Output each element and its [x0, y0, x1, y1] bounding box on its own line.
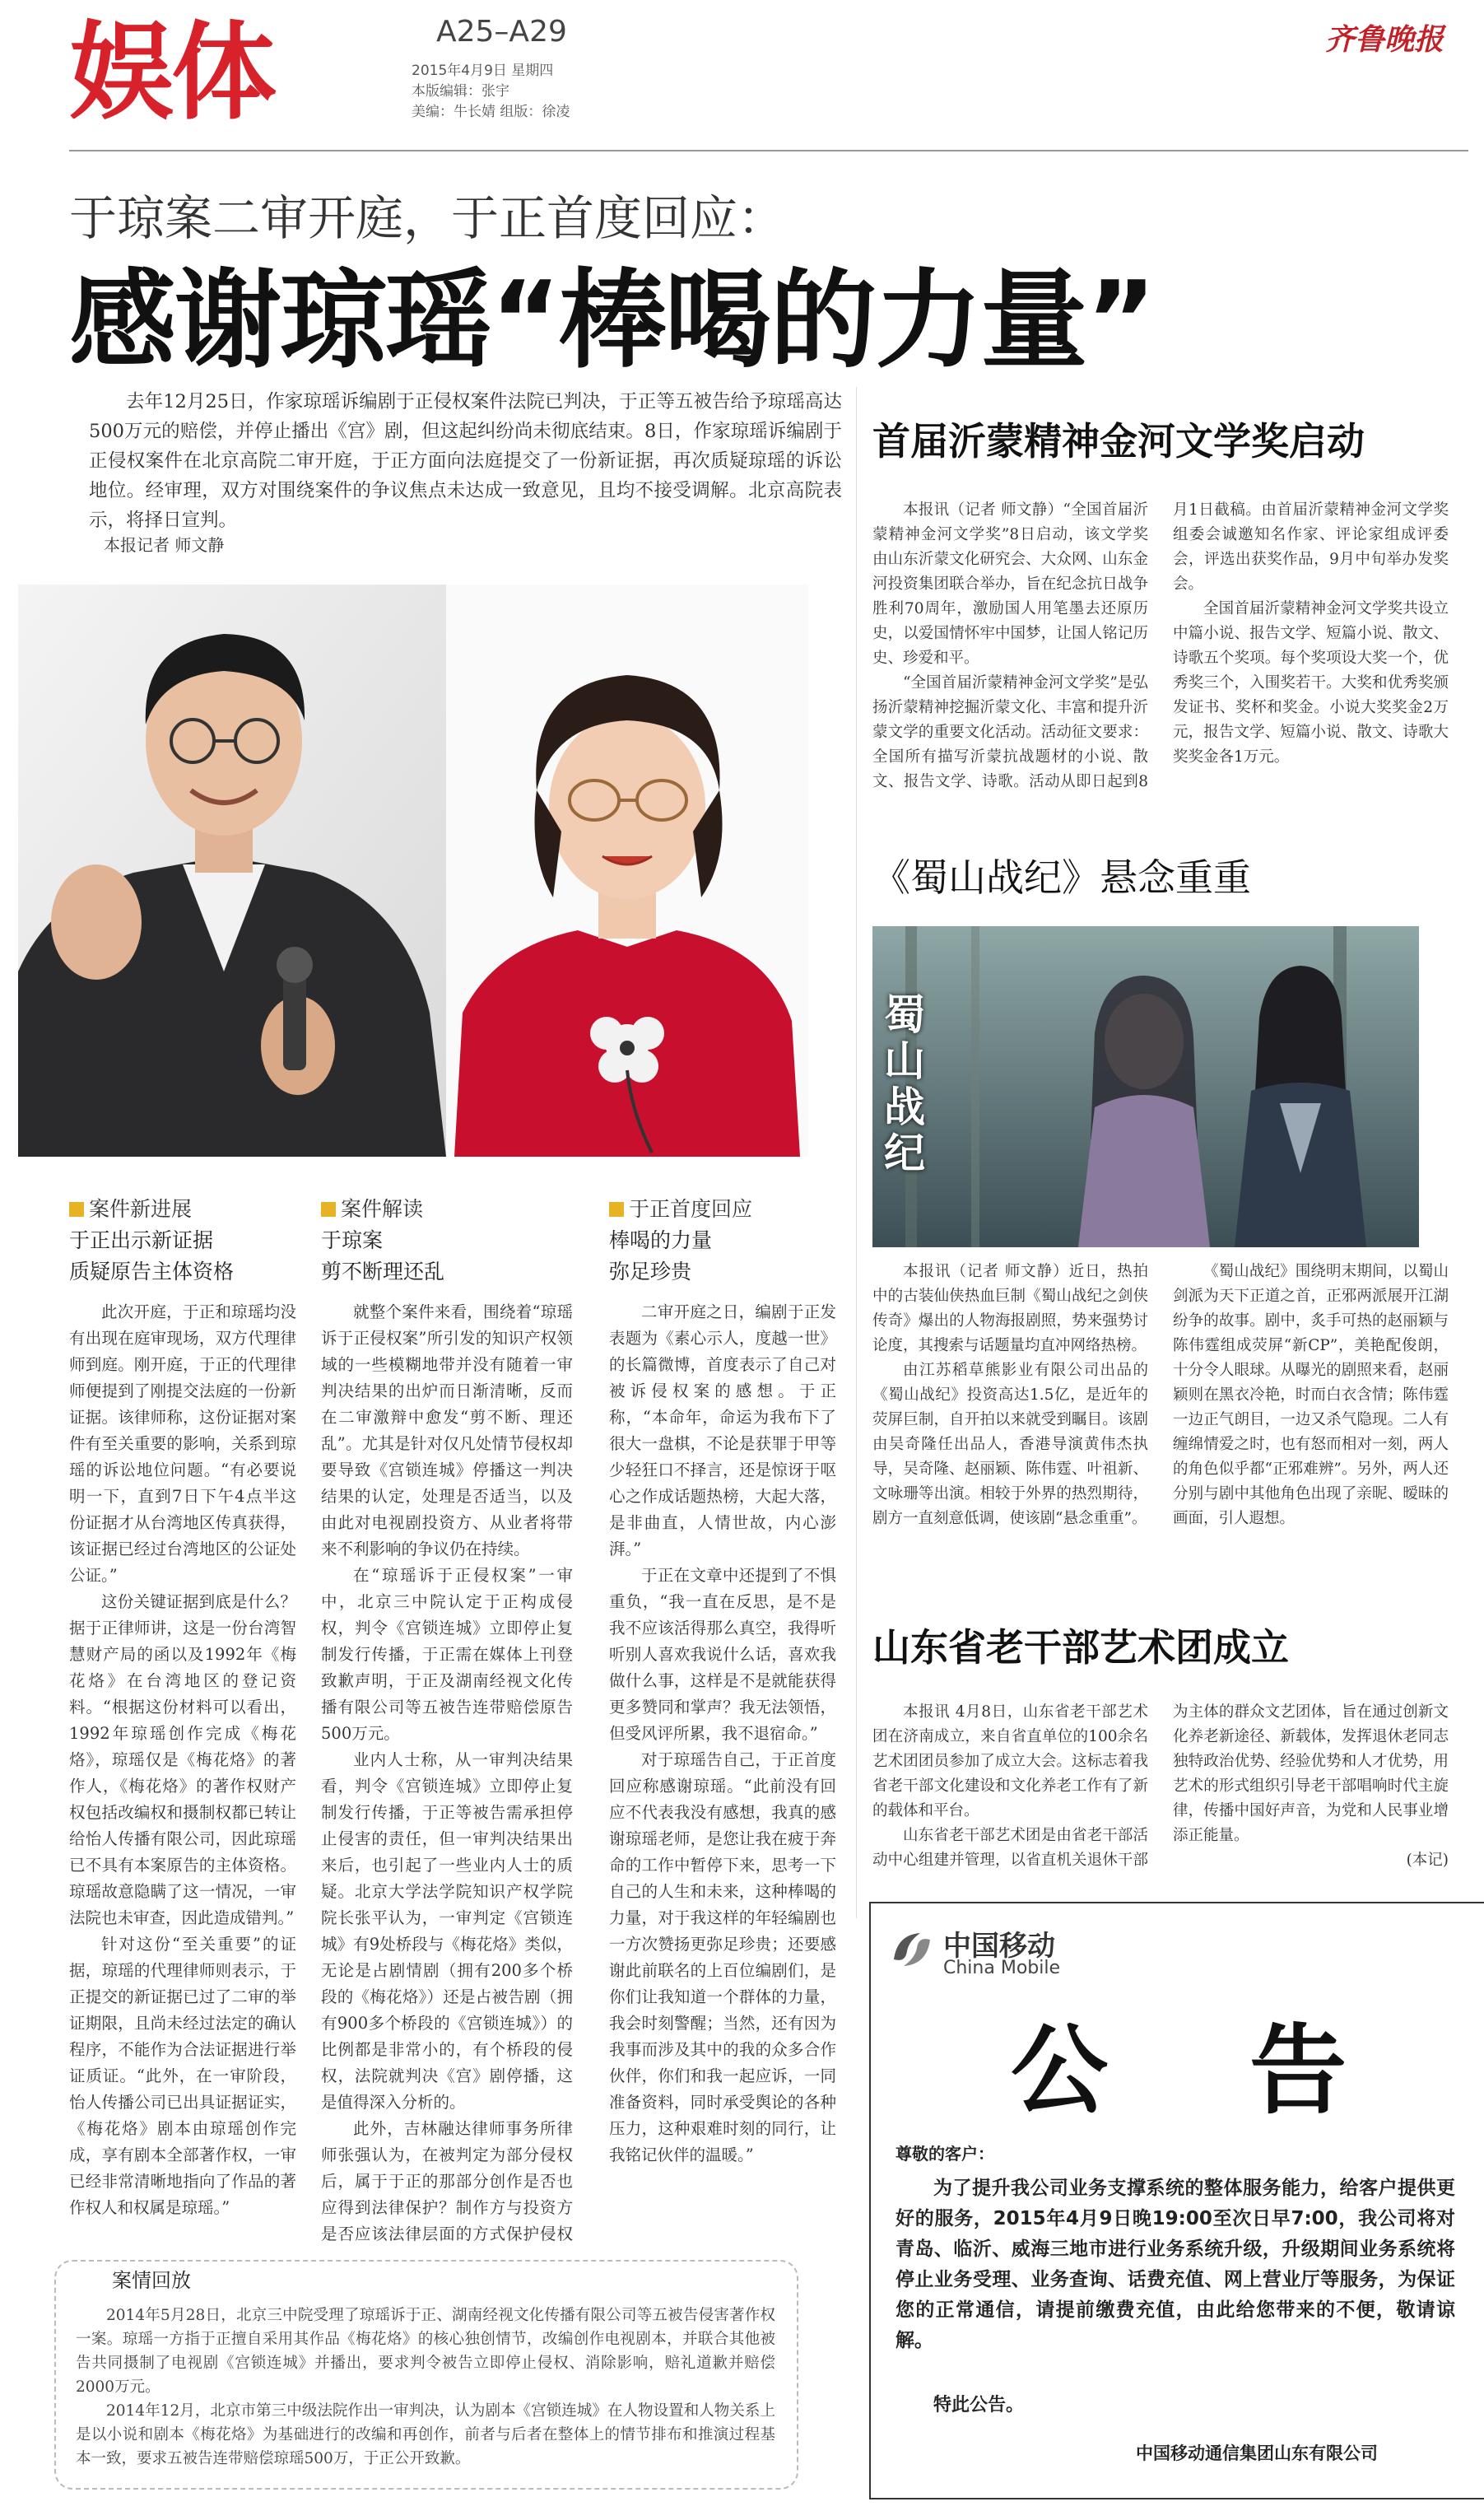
notice-signature: 中国移动通信集团山东有限公司: [1136, 2443, 1378, 2463]
column1-paragraph: 这份关键证据到底是什么？据于正律师讲，这是一份台湾智慧财产局的函以及1992年《梅花烙》在台湾地区的登记资料。“根据这份材料可以看出，1992年琼瑶创作完成《梅花烙》，琼瑶仅是《梅花烙》的著作人，《梅花烙》的著作权财产权包括改编权和摄制权都已转让给怡人传播有限公司，因此琼瑶已不具有本案原告的主体资格。琼瑶故意隐瞒了这一情况，一审法院也未审查，因此造成错判。”: [69, 1592, 296, 1927]
column1-title-line2: 质疑原告主体资格: [69, 1260, 235, 1283]
notice-salutation: 尊敬的客户：: [896, 2144, 994, 2164]
column2-paragraph: 此外，吉林融达律师事务所律师张强认为，在被判定为部分侵权后，属于于正的那部分创作是否也应得到法律保护？制作方与投资方是否应该法律层面的方式保护侵权: [321, 2119, 573, 2243]
column1-paragraph: 此次开庭，于正和琼瑶均没有出现在庭审现场，双方代理律师到庭。刚开庭，于正的代理律师便提到了刚提交法庭的一份新证据。该律师称，这份证据对案件有至关重要的影响，关系到琼瑶的诉讼地位问题。“有必要说明一下，直到7日下午4点半这份证据才从台湾地区传真获得，该证据已经过台湾地区的公证处公证。”: [69, 1302, 296, 1585]
photo-yu-zheng: [18, 585, 446, 1157]
header-divider: [69, 150, 1468, 151]
column3-subhead: [609, 1194, 840, 1288]
section-logo: 娱体: [69, 12, 274, 134]
case-review-title: 案情回放: [107, 2264, 196, 2293]
column1-tag: 案件新进展: [89, 1197, 193, 1221]
column1-subhead: [69, 1194, 300, 1288]
bullet-square-icon: [321, 1202, 336, 1217]
column3-paragraph: 于正在文章中还提到了不惧重负，“我一直在反思，是不是我不应该活得那么真空，我得听听别人喜欢我说什么话，喜欢我做什么事，这样是不是就能获得更多赞同和掌声？我无法领悟，但受风评所累，我不退宿命。”: [609, 1566, 836, 1743]
column3-tag: 于正首度回应: [629, 1197, 753, 1221]
shushan-still-photo: [872, 926, 1419, 1247]
column1-paragraph: 针对这份“至关重要”的证据，琼瑶的代理律师则表示，于正提交的新证据已过了二审的举证期限，且尚未经过法定的确认程序，不能作为合法证据进行举证质证。“此外，在一审阶段，怡人传播公司已出具证据证实，《梅花烙》剧本由琼瑶创作完成，享有剧本全部著作权，一审已经非常清晰地指向了作品的著作权人和权属是琼瑶。”: [69, 1935, 296, 2217]
literature-paragraph: 本报讯（记者 师文静）“全国首届沂蒙精神金河文学奖”8日启动，该文学奖由山东沂蒙文化研究会、大众网、山东金河投资集团联合举办，旨在纪念抗日战争胜利70周年，激励国人用笔墨去还原历史，以爱国情怀牢中国梦，让国人铭记历史、珍爱和平。: [872, 501, 1148, 667]
main-byline: 本报记者 师文静: [104, 535, 225, 555]
column2-tag: 案件解读: [341, 1197, 424, 1221]
bullet-square-icon: [609, 1202, 624, 1217]
brand-name-cn: 中国移动: [943, 1930, 1055, 1963]
header-meta: [412, 61, 570, 123]
poster-title: 蜀山战纪: [884, 990, 925, 1177]
newspaper-logo: 齐鲁晚报: [1325, 22, 1444, 57]
column1-body: [69, 1299, 296, 2246]
column3-paragraph: 对于琼瑶告自己，于正首度回应称感谢琼瑶。“此前没有回应不代表我没有感想，我真的感谢琼瑶老师，是您让我在疲于奔命的工作中暂停下来，思考一下自己的人生和未来，这种棒喝的力量，对于我这样的年轻编剧也一方次赞扬更弥足珍贵；还要感谢此前联名的上百位编剧们，是你们让我知道一个群体的力量，我会时刻警醒；当然，还有因为我事而涉及其中的我的众多合作伙伴，你们和我一起应诉，一同准备资料，同时承受舆论的各种压力，这种艰难时刻的同行，让我铭记伙伴的温暖。”: [609, 1750, 836, 2164]
shushan-body: [872, 1260, 1449, 1605]
bullet-square-icon: [69, 1202, 84, 1217]
notice-body: 为了提升我公司业务支撑系统的整体服务能力，给客户提供更好的服务，2015年4月9日晚19:00至次日早7:00，我公司将对青岛、临沂、威海三地市进行业务系统升级，升级期间业务系统将停止业务受理、业务查询、话费充值、网上营业厅等服务，为保证您的正常通信，请提前缴费充值，由此给您带来的不便，敬请谅解。: [896, 2178, 1455, 2351]
column2-subhead: [321, 1194, 551, 1288]
literature-paragraph: 全国首届沂蒙精神金河文学奖共设立中篇小说、报告文学、短篇小说、散文、诗歌五个奖项。每个奖项设大奖一个，优秀奖三个，入围奖若干。大奖和优秀奖颁发证书、奖杯和奖金。小说大奖奖金2万元，报告文学、短篇小说、散文、诗歌大奖奖金各1万元。: [1173, 600, 1449, 766]
case-review-paragraph: 2014年5月28日，北京三中院受理了琼瑶诉于正、湖南经视文化传播有限公司等五被告侵害著作权一案。琼瑶一方指于正擅自采用其作品《梅花烙》的核心独创情节，改编创作电视剧本，并联合其他被告共同摄制了电视剧《宫锁连城》并播出，要求判令被告立即停止侵权、消除影响，赔礼道歉并赔偿2000万元。: [76, 2307, 775, 2396]
column3-body: [609, 1299, 836, 2246]
issue-date: 2015年4月9日 星期四: [412, 63, 554, 79]
photo-qiong-yao: [446, 585, 808, 1157]
case-review-paragraph: 2014年12月，北京市第三中级法院作出一审判决，认为剧本《宫锁连城》在人物设置和人物关系上是以小说和剧本《梅花烙》为基础进行的改编和再创作，前者与后者在整体上的情节排布和推演过程基本一致，要求五被告连带赔偿琼瑶500万，于正公开致歉。: [76, 2402, 775, 2467]
column2-body: [321, 1299, 573, 2246]
editor-credit: 本版编辑：张宇: [412, 83, 509, 100]
headline-kicker: 于琼案二审开庭，于正首度回应：: [69, 190, 786, 246]
art-troupe-paragraph: 本报讯 4月8日，山东省老干部艺术团在济南成立，来自省直单位的100余名艺术团团员参加了成立大会。这标志着我省老干部文化建设和文化养老工作有了新的载体和平台。: [872, 1703, 1148, 1819]
column2-title-line1: 于琼案: [321, 1228, 384, 1252]
notice-title: 公 告: [1011, 2014, 1372, 2127]
literature-award-headline: 首届沂蒙精神金河文学奖启动: [872, 419, 1365, 464]
art-troupe-paragraph: 山东省老干部艺术团是由省老干部活动中心组建并管理，以省直机关退休干部为主体的群众文艺团体，旨在通过创新文化养老新途径、新载体，发挥退休老同志独特政治优势、经验优势和人才优势，用艺术的形式组织引导老干部唱响时代主旋律，传播中国好声音，为党和人民事业增添正能量。: [872, 1703, 1449, 1869]
art-troupe-end-note: (本记): [1406, 1852, 1449, 1869]
shushan-headline: 《蜀山战纪》悬念重重: [872, 855, 1251, 900]
column3-paragraph: 二审开庭之日，编剧于正发表题为《素心示人，度越一世》的长篇微博，首度表示了自己对被诉侵权案的感想。于正称，“本命年，命运为我布下了很大一盘棋，不论是获罪于甲等少轻狂口不择言，还是惊讶于呕心之作成话题热榜，大起大落，是非曲直，人情世故，内心澎湃。”: [609, 1302, 836, 1558]
column2-paragraph: 在“琼瑶诉于正侵权案”一审中，北京三中院认定于正构成侵权，判令《宫锁连城》立即停止复制发行传播，于正需在媒体上刊登致歉声明，于正及湖南经视文化传播有限公司等五被告连带赔偿原告500万元。: [321, 1566, 573, 1743]
column2-title-line2: 剪不断理还乱: [321, 1260, 445, 1283]
shushan-paragraph: 《蜀山战纪》围绕明末期间，以蜀山剑派为天下正道之首，正邪两派展开江湖纷争的故事。剧中，炙手可热的赵丽颖与陈伟霆组成荧屏“新CP”，美艳配俊朗，十分令人眼球。从曝光的剧照来看，赵丽颖则在黑衣冷艳，时而白衣含情；陈伟霆一边正气朗目，一边又杀气隐现。二人有缠绵情爱之时，也有怒而相对一刻，两人的角色似乎都“正邪难辨”。另外，两人还分别与剧中其他角色出现了亲昵、暧昧的画面，引人遐想。: [1173, 1263, 1449, 1527]
notice-closing: 特此公告。: [933, 2395, 1025, 2415]
china-mobile-logo-icon: [889, 1926, 935, 1973]
main-headline: 感谢琼瑶“棒喝的力量”: [69, 258, 1155, 383]
literature-award-body: [872, 498, 1449, 794]
column-divider: [856, 387, 857, 1918]
literature-paragraph: “全国首届沂蒙精神金河文学奖”是弘扬沂蒙精神挖掘沂蒙文化、丰富和提升沂蒙文学的重要文化活动。活动征文要求：全国所有描写沂蒙抗战题材的小说、散文、报告文学、诗歌。活动从即日起到8月1日截稿。由首届沂蒙精神金河文学奖组委会诚邀知名作家、评论家组成评委会，评选出获奖作品，9月中旬举办发奖会。: [872, 501, 1449, 790]
column2-paragraph: 业内人士称，从一审判决结果看，判令《宫锁连城》立即停止复制发行传播，于正等被告需承担停止侵害的责任，但一审判决结果出来后，也引起了一些业内人士的质疑。北京大学法学院知识产权学院院长张平认为，一审判定《宫锁连城》有9处桥段与《梅花烙》类似，无论是占剧情剧（拥有200多个桥段的《梅花烙》）还是占被告剧（拥有900多个桥段的《宫锁连城》）的比例都是非常小的，有个桥段的侵权，法院就判决《宫》剧停播，这是值得深入分析的。: [321, 1750, 573, 2112]
case-review-body: [76, 2304, 775, 2471]
brand-name-en: China Mobile: [943, 1958, 1061, 1978]
shushan-paragraph: 由江苏稻草熊影业有限公司出品的《蜀山战纪》投资高达1.5亿，是近年的荧屏巨制，自开拍以来就受到瞩目。该剧由吴奇隆任出品人，香港导演黄伟杰执导，吴奇隆、赵丽颖、陈伟霆、叶祖新、文咏珊等出演。相较于外界的热烈期待，剧方一直刻意低调，使该剧“悬念重重”。: [872, 1362, 1148, 1527]
page-range: A25–A29: [436, 15, 567, 49]
shushan-paragraph: 本报讯（记者 师文静）近日，热拍中的古装仙侠热血巨制《蜀山战纪之剑侠传奇》爆出的人物海报剧照，势来强势讨论度，其搜索与话题量均直冲网络热榜。: [872, 1263, 1148, 1354]
column3-title-line1: 棒喝的力量: [609, 1228, 713, 1252]
column2-paragraph: 就整个案件来看，围绕着“琼瑶诉于正侵权案”所引发的知识产权领域的一些模糊地带并没有随着一审判决结果的出炉而日渐清晰，反而在二审激辩中愈发“剪不断、理还乱”。尤其是针对仅凡处情节侵权却要导致《宫锁连城》停播这一判决结果的认定，处理是否适当，以及由此对电视剧投资方、从业者将带来不利影响的争议仍在持续。: [321, 1302, 573, 1558]
lead-paragraph: 去年12月25日，作家琼瑶诉编剧于正侵权案件法院已判决，于正等五被告给予琼瑶高达500万元的赔偿，并停止播出《宫》剧，但这起纠纷尚未彻底结束。8日，作家琼瑶诉编剧于正侵权案件在北京高院二审开庭，于正方面向法庭提交了一份新证据，再次质疑琼瑶的诉讼地位。经审理，双方对围绕案件的争议焦点未达成一致意见，且均不接受调解。北京高院表示，将择日宣判。: [89, 391, 842, 531]
art-troupe-body: [872, 1700, 1449, 1881]
art-troupe-headline: 山东省老干部艺术团成立: [872, 1625, 1289, 1670]
designer-credit: 美编：牛长婧 组版：徐凌: [412, 104, 570, 120]
column3-title-line2: 弥足珍贵: [609, 1260, 692, 1283]
column1-title-line1: 于正出示新证据: [69, 1228, 214, 1252]
